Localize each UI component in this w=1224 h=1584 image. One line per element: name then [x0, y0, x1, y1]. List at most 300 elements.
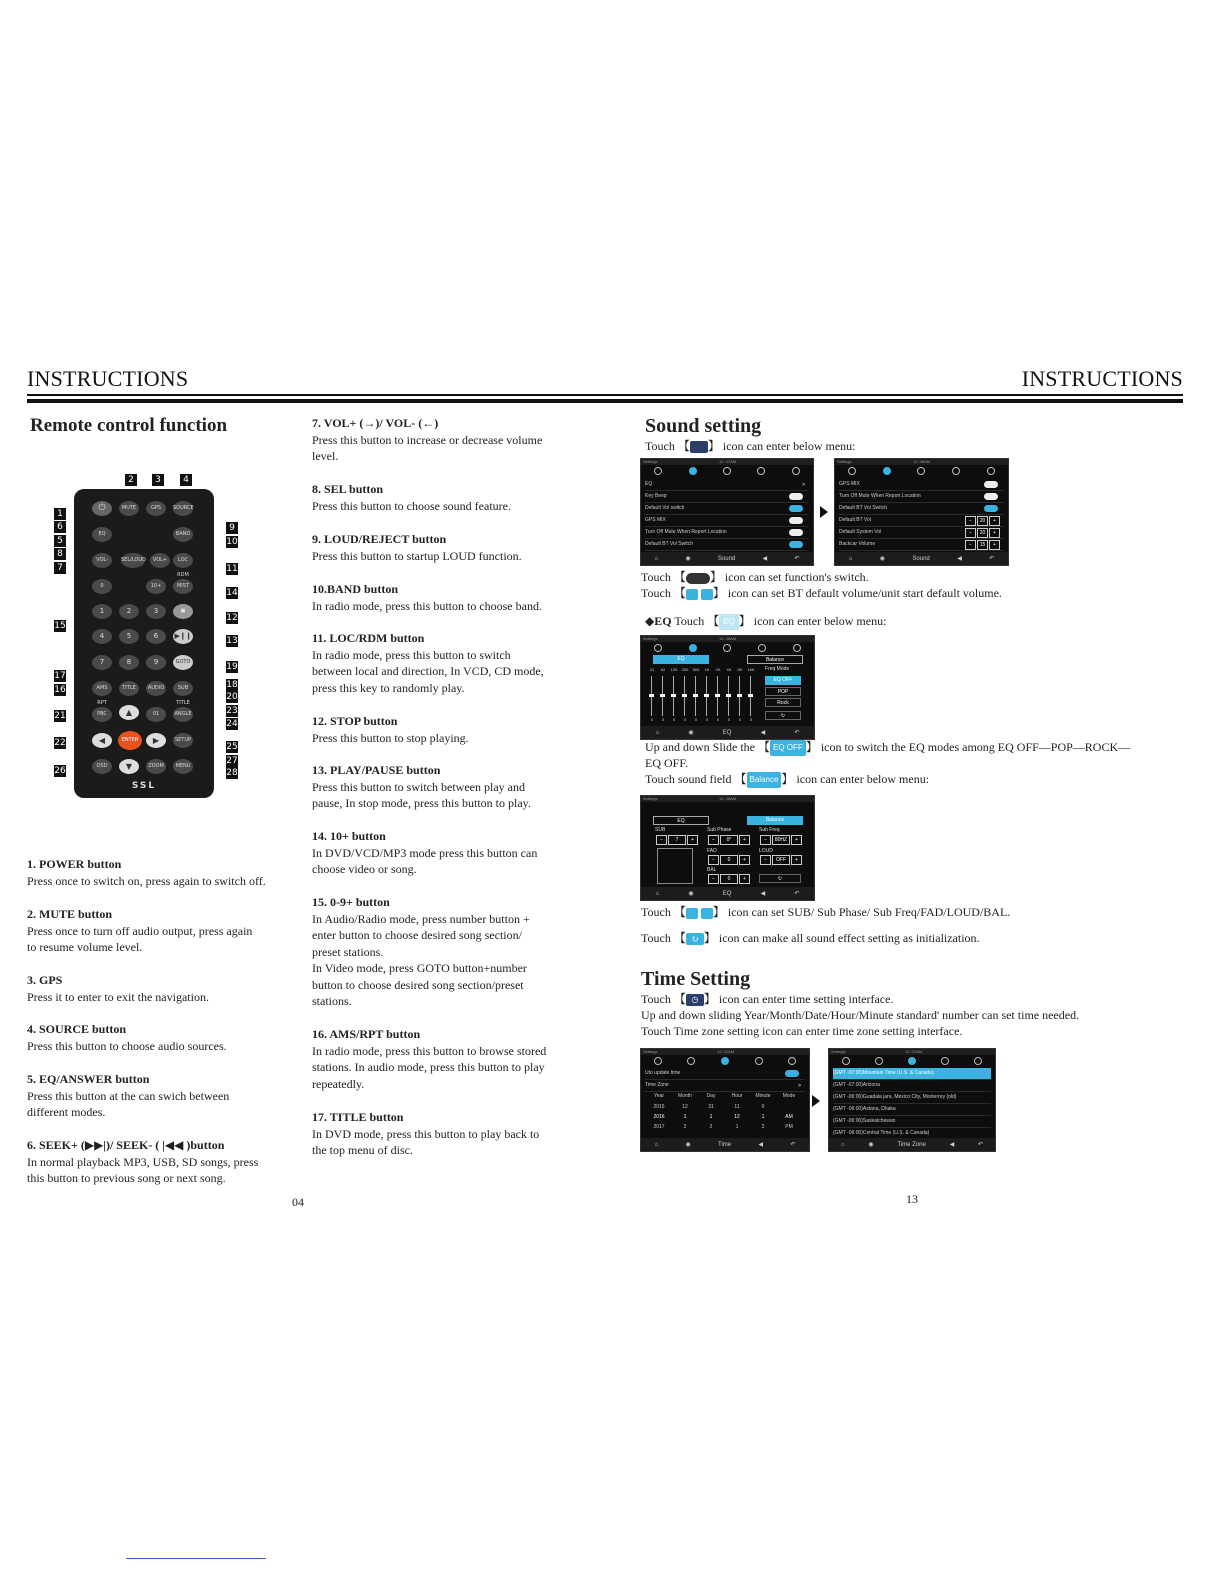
eq-prefix: ◆EQ	[645, 614, 672, 628]
item-desc: Press this button to startup LOUD function.	[312, 548, 522, 563]
item-desc: In radio mode, press this button to switch between local and direction, In VCD, CD mode, press this key to randomly play.	[312, 647, 544, 695]
home-icon: ⌂	[848, 555, 853, 562]
item-title: 15. 0-9+ button	[312, 895, 390, 909]
label-fad: FAD	[707, 848, 717, 854]
time-col-header: Year	[653, 1093, 665, 1099]
eq-slider-knob[interactable]	[737, 694, 742, 697]
touch-word: Touch	[641, 931, 671, 945]
callout-2: 2	[125, 474, 137, 486]
time-picker-cell[interactable]: 0	[761, 1104, 765, 1110]
item-desc: Press this button to stop playing.	[312, 730, 469, 745]
home-icon: ⌂	[655, 729, 660, 736]
time-section-title: Time Setting	[641, 968, 751, 990]
remote-btn-vol-plus: VOL+	[150, 553, 170, 568]
mode-pop: POP	[765, 687, 801, 696]
bracket-open: 【	[673, 570, 686, 584]
reset-line	[641, 930, 980, 946]
callout-9: 9	[226, 522, 238, 534]
back-icon: ↶	[794, 556, 800, 562]
mode-eq-off: EQ OFF	[765, 676, 801, 685]
eq-slider-knob[interactable]	[693, 694, 698, 697]
eq-band-value: 0	[661, 717, 665, 722]
time-picker-cell[interactable]: 2	[709, 1124, 713, 1130]
volume-icon: ◀	[949, 1142, 955, 1148]
tab-balance: Balance	[747, 655, 803, 664]
item-source	[27, 1021, 297, 1054]
clock: 12: 08AM	[719, 636, 737, 641]
sub-text: icon can set SUB/ Sub Phase/ Sub Freq/FAD/LOUD/BAL.	[727, 905, 1011, 919]
reset-icon: ↻	[765, 711, 801, 720]
menu-row	[645, 539, 809, 551]
sound-section-title: Sound setting	[645, 415, 762, 437]
eq-slide-text-3: EQ OFF.	[645, 756, 689, 770]
time-picker-cell[interactable]: 12	[734, 1114, 740, 1120]
touch-word: Touch	[641, 586, 671, 600]
time-line-1	[641, 991, 893, 1007]
eq-slider-knob[interactable]	[704, 694, 709, 697]
bottom-tab-label: EQ	[722, 729, 732, 736]
item-title: 17. TITLE button	[312, 1110, 404, 1124]
time-icon	[917, 467, 925, 475]
time-col-header: Day	[706, 1093, 716, 1099]
bracket-open: 【	[734, 772, 747, 786]
zone-row-selected	[833, 1068, 991, 1080]
eq-band-label: 2K	[715, 667, 721, 672]
remote-btn-ams: AMS RPT	[92, 681, 112, 696]
row-label: Default System Vol	[839, 529, 882, 535]
stepper-value: 80HZ	[772, 835, 790, 845]
remote-btn-7: 7	[92, 655, 112, 670]
eq-band-value: 0	[738, 717, 742, 722]
display-icon	[757, 467, 765, 475]
balance-button-icon: Balance	[747, 772, 782, 788]
item-title: 11. LOC/RDM button	[312, 631, 425, 645]
remote-btn-2: 2	[119, 604, 139, 619]
callout-1: 1	[54, 508, 66, 520]
row-label: EQ	[645, 481, 653, 487]
clock: 12: 01AM	[717, 1049, 735, 1054]
zone-row	[833, 1104, 991, 1116]
time-text-1: icon can enter time setting interface.	[718, 992, 894, 1006]
eq-slider-knob[interactable]	[726, 694, 731, 697]
eq-band-slider[interactable]	[706, 676, 707, 716]
item-title: 8. SEL button	[312, 482, 384, 496]
row-label: Key Beep	[645, 493, 667, 499]
callout-20: 20	[226, 692, 238, 702]
brightness-icon	[793, 644, 801, 652]
item-title: 13. PLAY/PAUSE button	[312, 763, 441, 777]
item-title: 4. SOURCE button	[27, 1022, 127, 1036]
bracket-open: 【	[677, 439, 690, 453]
stop-icon: ■	[173, 604, 193, 619]
remote-btn-subtitle: SUB TITLE	[173, 681, 193, 696]
time-icon	[721, 1057, 729, 1065]
bottom-tab-label: Time Zone	[897, 1141, 926, 1148]
remote-btn-band: BAND	[173, 527, 193, 542]
time-text-2: Up and down sliding Year/Month/Date/Hour/Minute standard' number can set time needed.	[641, 1008, 1080, 1022]
eq-band-slider[interactable]	[673, 676, 674, 716]
plus-icon	[701, 908, 713, 919]
clock: 12: 08AM	[913, 459, 931, 464]
item-title: 16. AMS/RPT button	[312, 1027, 421, 1041]
settings-icon-row	[835, 465, 1008, 477]
toggle-switch	[789, 505, 803, 512]
menu-row	[839, 503, 1004, 515]
callout-26: 26	[54, 766, 66, 776]
zone-row	[833, 1116, 991, 1128]
eq-band-slider[interactable]	[739, 676, 740, 716]
toggle-switch	[789, 517, 803, 524]
remote-btn-8: 8	[119, 655, 139, 670]
speaker-field-grid	[657, 848, 693, 884]
mode-rock: Rock	[765, 698, 801, 707]
bottom-bar	[641, 552, 813, 565]
time-picker-cell[interactable]: 1	[683, 1114, 687, 1120]
up-arrow-icon: ▲	[119, 705, 139, 720]
right-arrow-icon: ▶	[146, 733, 166, 748]
remote-btn-gps: GPS	[146, 501, 166, 516]
time-text-3: Touch Time zone setting icon can enter time zone setting interface.	[641, 1024, 963, 1038]
touch-word: Touch	[641, 570, 671, 584]
zone-row	[833, 1080, 991, 1092]
remote-btn-menu: MENU	[173, 759, 193, 774]
time-screen	[640, 1048, 810, 1152]
switch-line	[641, 569, 869, 585]
stepper-bal: − 0 +	[707, 874, 750, 884]
item-title: 3. GPS	[27, 973, 63, 987]
label-sub-phase: Sub Phase	[707, 827, 732, 833]
sound-enter-line	[645, 438, 855, 454]
item-desc: In radio mode, press this button to browse stored stations. In audio mode, press this button to play repeatedly.	[312, 1043, 547, 1091]
row-label: (GMT -07:00)Arizona	[833, 1082, 880, 1088]
menu-row	[645, 515, 809, 527]
back-icon: ↶	[790, 1142, 796, 1148]
toggle-switch	[984, 493, 998, 500]
touch-word: Touch	[645, 439, 675, 453]
bottom-tab-label: EQ	[722, 890, 732, 897]
stepper-sub-freq: − 80HZ +	[759, 835, 802, 845]
item-desc: Press this button to switch between play and pause, In stop mode, press this button to play.	[312, 779, 531, 810]
eq-band-label: 16K	[747, 667, 755, 672]
row-label: Default BT Vol	[839, 517, 871, 523]
minus-icon	[686, 589, 698, 600]
remote-btn-pbc: PBC	[92, 707, 112, 722]
general-icon	[848, 467, 856, 475]
status-bar	[641, 796, 814, 802]
switch-text: icon can set function's switch.	[724, 570, 869, 584]
eq-band-label: 62	[660, 667, 666, 672]
bracket-open: 【	[673, 586, 686, 600]
bracket-close: 】	[703, 931, 716, 945]
time-picker-cell[interactable]: 2	[683, 1124, 687, 1130]
nav-icon: ◉	[685, 556, 691, 562]
item-title: 5. EQ/ANSWER button	[27, 1072, 150, 1086]
eq-band-slider[interactable]	[728, 676, 729, 716]
item-loc	[312, 630, 592, 696]
time-picker-cell[interactable]: 1	[709, 1114, 713, 1120]
sound-icon	[875, 1057, 883, 1065]
settings-icon-row	[641, 465, 813, 477]
nav-icon: ◉	[688, 891, 694, 897]
general-icon	[842, 1057, 850, 1065]
clock-icon: ◷	[686, 994, 704, 1006]
plus-icon	[701, 589, 713, 600]
touch-word: Touch	[641, 905, 671, 919]
callout-16: 16	[54, 685, 66, 695]
time-picker-cell[interactable]: 2016	[653, 1114, 665, 1120]
settings-icon-row	[641, 642, 814, 654]
row-label: (GMT -07:00)Mountain Time (U.S. & Canada)	[833, 1070, 934, 1076]
header-right: INSTRUCTIONS	[1021, 366, 1183, 391]
row-label: Default Vol switch	[645, 505, 685, 511]
time-picker-cell[interactable]: 1	[761, 1114, 765, 1120]
callout-8: 8	[54, 548, 66, 560]
callout-10: 10	[226, 537, 238, 547]
time-picker-cell[interactable]: 31	[708, 1104, 714, 1110]
touch-word: Touch	[641, 992, 671, 1006]
volume-icon: ◀	[762, 556, 768, 562]
item-seek	[27, 1137, 297, 1187]
eq-band-label: 4K	[726, 667, 732, 672]
nav-icon: ◉	[879, 556, 885, 562]
remote-body	[74, 489, 214, 798]
item-stop	[312, 713, 592, 746]
stepper-loud: − OFF +	[759, 855, 802, 865]
zone-row	[833, 1092, 991, 1104]
eq-band-value: 0	[672, 717, 676, 722]
callout-12: 12	[226, 613, 238, 623]
sound-icon	[883, 467, 891, 475]
row-label: Time Zone	[645, 1082, 669, 1088]
callout-7: 7	[54, 562, 66, 574]
bottom-bar	[641, 1138, 809, 1151]
item-desc: In radio mode, press this button to choose band.	[312, 598, 542, 613]
left-arrow-icon: ◀	[92, 733, 112, 748]
bracket-close: 】	[781, 772, 794, 786]
item-play	[312, 762, 592, 812]
item-desc: Press this button to choose sound feature.	[312, 498, 511, 513]
back-icon: ↶	[794, 730, 800, 736]
toggle-icon	[686, 573, 710, 584]
time-col-header: Month	[678, 1093, 692, 1099]
display-icon	[952, 467, 960, 475]
stepper-value: 20	[977, 516, 988, 526]
power-icon: ⏻	[92, 501, 112, 516]
chevron-right-icon: >	[802, 482, 805, 488]
eq-slider-knob[interactable]	[715, 694, 720, 697]
eq-band-slider[interactable]	[717, 676, 718, 716]
remote-btn-goto: GOTO	[173, 655, 193, 670]
label-loud: LOUD	[759, 848, 773, 854]
callout-22: 22	[54, 738, 66, 748]
callout-15: 15	[54, 621, 66, 631]
menu-row	[645, 1080, 805, 1092]
sound-menu-screen-1	[640, 458, 814, 566]
callout-23: 23	[226, 706, 238, 716]
item-gps	[27, 972, 297, 1005]
tab-eq: EQ	[653, 816, 709, 825]
row-label: Default BT Vol Switch	[839, 505, 887, 511]
remote-btn-osd: OSD	[92, 759, 112, 774]
eq-screen	[640, 635, 815, 740]
eq-slide-line	[645, 739, 1130, 756]
remote-brand-logo: SSL	[131, 781, 157, 791]
eq-band-value: 0	[727, 717, 731, 722]
bracket-close: 】	[712, 586, 725, 600]
eq-band-slider[interactable]	[662, 676, 663, 716]
sound-icon	[687, 1057, 695, 1065]
item-band	[312, 581, 592, 614]
stepper-fad: − 0 +	[707, 855, 750, 865]
eq-slide-text-1: Up and down Slide the	[645, 740, 755, 754]
stepper-sub: − 7 +	[655, 835, 698, 845]
time-picker-cell[interactable]: AM	[785, 1114, 793, 1120]
row-label: Default BT Vol Switch	[645, 541, 693, 547]
row-label: Backcar Volume	[839, 541, 876, 547]
menu-row	[839, 539, 1004, 551]
eq-band-label: 250	[681, 667, 689, 672]
time-picker-cell[interactable]: PM	[785, 1124, 793, 1130]
remote-btn-0: 0	[92, 579, 112, 594]
bottom-bar	[829, 1138, 995, 1151]
eq-slider-knob[interactable]	[649, 694, 654, 697]
reset-icon: ↻	[759, 874, 801, 883]
eq-slider-knob[interactable]	[748, 694, 753, 697]
remote-btn-zoom: ZOOM	[146, 759, 166, 774]
row-label: Turn Off Mute When Report Location	[839, 493, 921, 499]
stepper: − 20 +	[964, 516, 1000, 527]
stepper: − 15 +	[964, 540, 1000, 551]
status-left: Settings	[837, 459, 852, 464]
callout-5: 5	[54, 535, 66, 547]
back-icon: ↶	[794, 891, 800, 897]
label-sub-freq: Sub Freq	[759, 827, 780, 833]
sound-enter-text: icon can enter below menu:	[722, 439, 856, 453]
clock: 12: 08AM	[719, 796, 737, 801]
bracket-close: 】	[738, 614, 751, 628]
eq-band-label: 8K	[737, 667, 743, 672]
home-icon: ⌂	[655, 890, 660, 897]
remote-btn-6: 6	[146, 629, 166, 644]
callout-17: 17	[54, 671, 66, 681]
row-label: (GMT -06:00)Saskatchewan	[833, 1118, 896, 1124]
item-title: 1. POWER button	[27, 857, 122, 871]
home-icon: ⌂	[654, 555, 659, 562]
eq-band-slider[interactable]	[684, 676, 685, 716]
time-picker-cell[interactable]: 1	[735, 1124, 739, 1130]
bracket-close: 】	[709, 570, 722, 584]
time-picker-cell[interactable]: 12	[682, 1104, 688, 1110]
volume-icon: ◀	[760, 891, 766, 897]
menu-row	[839, 515, 1004, 527]
volume-icon: ◀	[957, 556, 962, 562]
minus-icon	[686, 908, 698, 919]
remote-section-title: Remote control function	[30, 415, 228, 436]
time-picker-cell[interactable]: 2	[761, 1124, 765, 1130]
stepper-value: 0	[720, 874, 738, 884]
home-icon: ⌂	[654, 1141, 659, 1148]
stepper-value: 15	[977, 540, 988, 550]
bottom-bar	[641, 887, 814, 900]
bracket-open: 【	[673, 931, 686, 945]
remote-btn-eq: EQ	[92, 527, 112, 542]
time-picker-cell[interactable]: 2017	[653, 1124, 665, 1130]
callout-6: 6	[54, 521, 66, 533]
freq-mode-label: Freq Mode	[765, 666, 790, 672]
remote-btn-1: 1	[92, 604, 112, 619]
bracket-close: 】	[703, 992, 716, 1006]
time-col-header: Hour	[731, 1093, 743, 1099]
item-sel	[312, 481, 592, 514]
item-title: 2. MUTE button	[27, 907, 113, 921]
next-arrow-icon	[820, 506, 828, 518]
nav-icon: ◉	[685, 1142, 691, 1148]
eq-band-value: 0	[716, 717, 720, 722]
toggle-switch	[984, 505, 998, 512]
remote-btn-mute: MUTE	[119, 501, 139, 516]
item-title: 7. VOL+ (→)/ VOL- (←)	[312, 416, 439, 430]
eq-band-slider[interactable]	[750, 676, 751, 716]
eq-slider-knob[interactable]	[682, 694, 687, 697]
back-icon: ↶	[978, 1142, 984, 1148]
eq-band-slider[interactable]	[651, 676, 652, 716]
time-picker-cell[interactable]: 2015	[653, 1104, 665, 1110]
brightness-icon	[792, 467, 800, 475]
callout-18: 18	[226, 680, 238, 690]
bracket-open: 【	[758, 740, 771, 754]
touch-word: Touch	[674, 614, 705, 628]
row-label: Turn Off Mute When Report Location	[645, 529, 727, 535]
remote-btn-source: SOURCE	[173, 501, 193, 516]
toggle-switch	[984, 481, 998, 488]
status-left: Settings	[831, 1049, 846, 1054]
general-icon	[654, 467, 662, 475]
item-desc: Press once to turn off audio output, press again to resume volume level.	[27, 923, 253, 954]
eq-enter-text: icon can enter below menu:	[753, 614, 887, 628]
eq-band-label: 31	[649, 667, 655, 672]
page-number-left: 04	[292, 1195, 304, 1209]
stepper-value: 0	[720, 855, 738, 865]
remote-btn-10plus: 10+	[146, 579, 166, 594]
callout-3: 3	[152, 474, 164, 486]
remote-btn-angle-left: 01	[146, 707, 166, 722]
menu-row	[645, 527, 809, 539]
brightness-icon	[974, 1057, 982, 1065]
bracket-open: 【	[707, 614, 720, 628]
eq-band-slider[interactable]	[695, 676, 696, 716]
remote-btn-title: TITLE	[119, 681, 139, 696]
remote-btn-4: 4	[92, 629, 112, 644]
volume-icon: ◀	[760, 730, 766, 736]
item-desc: Press once to switch on, press again to switch off.	[27, 873, 266, 888]
settings-icon-row	[641, 1055, 809, 1067]
header-rule	[27, 394, 1183, 396]
balance-screen	[640, 795, 815, 901]
callout-11: 11	[226, 564, 238, 574]
remote-btn-angle: ANGLE	[173, 707, 193, 722]
eq-enter-line	[645, 613, 886, 630]
header-left: INSTRUCTIONS	[27, 366, 189, 391]
time-icon	[723, 644, 731, 652]
item-mute	[27, 906, 297, 956]
item-numbers	[312, 894, 592, 1010]
settings-icon-row	[829, 1055, 995, 1067]
time-picker-cell[interactable]: 11	[734, 1104, 740, 1110]
eq-slider-knob[interactable]	[660, 694, 665, 697]
remote-btn-setup: SETUP	[173, 733, 193, 748]
row-label: (GMT -06:00)Astana, Dhaka	[833, 1106, 896, 1112]
eq-slider-knob[interactable]	[671, 694, 676, 697]
